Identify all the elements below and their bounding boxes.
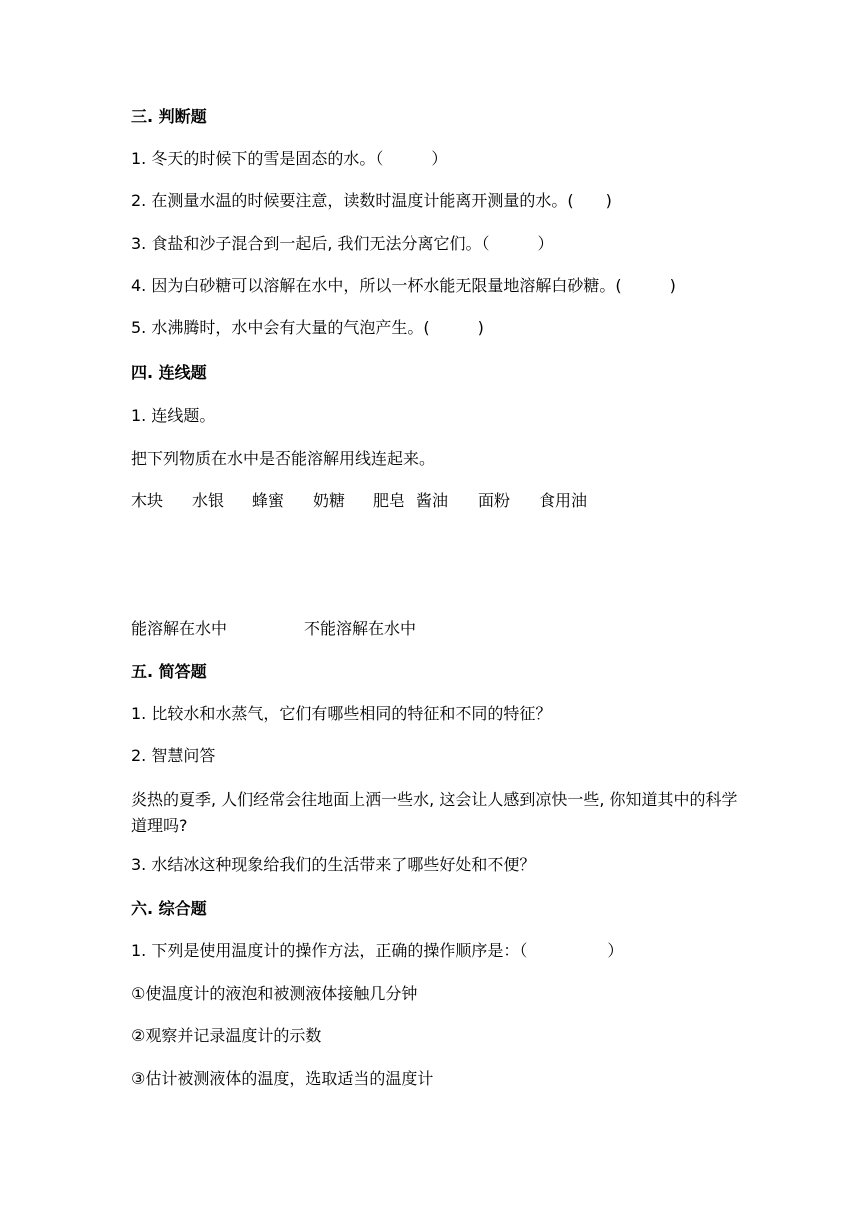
option-1: ①使温度计的液泡和被测液体接触几分钟 [131,984,418,1003]
matching-item: 面粉 [478,491,511,510]
judgment-question-2: 2. 在测量水温的时候要注意，读数时温度计能离开测量的水。( ) [131,191,612,210]
section-5-title: 五. 简答题 [131,662,207,681]
matching-question-1: 1. 连线题。 [131,406,216,425]
short-answer-question-2: 2. 智慧问答 [131,746,216,765]
comprehensive-question-1: 1. 下列是使用温度计的操作方法，正确的操作顺序是：（ ） [131,941,624,960]
matching-item: 水银 [192,491,225,510]
label-insoluble: 不能溶解在水中 [304,619,417,638]
section-4-title: 四. 连线题 [131,363,207,382]
judgment-question-1: 1. 冬天的时候下的雪是固态的水。（ ） [131,149,448,168]
section-3-title: 三. 判断题 [131,107,207,126]
label-soluble: 能溶解在水中 [131,619,228,638]
short-answer-question-1: 1. 比较水和水蒸气，它们有哪些相同的特征和不同的特征？ [131,704,552,723]
matching-item: 酱油 [416,491,449,510]
matching-item: 木块 [131,491,164,510]
section-6-title: 六. 综合题 [131,899,207,918]
judgment-question-5: 5. 水沸腾时，水中会有大量的气泡产生。( ) [131,318,484,337]
matching-item: 肥皂 [373,491,406,510]
judgment-question-4: 4. 因为白砂糖可以溶解在水中，所以一杯水能无限量地溶解白砂糖。( ) [131,276,676,295]
matching-item: 蜂蜜 [252,491,285,510]
short-answer-question-2-text: 炎热的夏季, 人们经常会往地面上洒一些水, 这会让人感到凉快一些, 你知道其中的科学道理吗? [131,790,738,835]
short-answer-question-3: 3. 水结冰这种现象给我们的生活带来了哪些好处和不便？ [131,855,536,874]
judgment-question-3: 3. 食盐和沙子混合到一起后, 我们无法分离它们。（ ） [131,234,554,253]
matching-item: 奶糖 [313,491,346,510]
option-2: ②观察并记录温度计的示数 [131,1026,322,1045]
matching-item: 食用油 [539,491,588,510]
option-3: ③估计被测液体的温度，选取适当的温度计 [131,1069,434,1088]
matching-instruction: 把下列物质在水中是否能溶解用线连起来。 [131,449,436,468]
